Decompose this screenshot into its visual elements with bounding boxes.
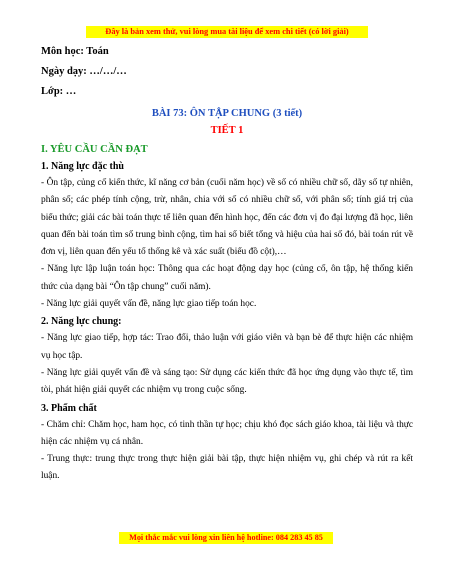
period-title: TIẾT 1 bbox=[210, 125, 244, 136]
class-line: Lớp: … bbox=[41, 86, 77, 97]
lesson-title: BÀI 73: ÔN TẬP CHUNG (3 tiết) bbox=[151, 108, 303, 119]
paragraph-math-reasoning: - Năng lực lập luận toán học: Thông qua các hoạt động dạy học (củng cố, ôn tập, hệ thống kiến thức của dạng bài “Ôn tập chung” cuối năm). bbox=[41, 264, 413, 292]
document-body bbox=[41, 42, 413, 486]
paragraph-review-content: - Ôn tập, củng cố kiến thức, kĩ năng cơ bản (cuối năm học) về số có nhiều chữ số, dãy số tự nhiên, phân số; các phép tính cộng, trừ, nhân, chia với số có nhiều chữ số, với phân số; tính giá trị của biểu thức; giải các bài toán thực tế liên quan đến hình học, đến các đơn vị đo đại lượng đã học, liên quan đến bài toán tìm số trung bình cộng, tìm hai số biết tổng và hiệu của hai số đó, bài toán rút về đơn vị, liên quan đến yếu tố thống kê và xác suất (biểu đồ cột),… bbox=[41, 178, 413, 258]
preview-notice-banner: Đây là bản xem thử, vui lòng mua tài liệu để xem chi tiết (có lời giải) bbox=[86, 26, 368, 38]
paragraph-creativity: - Năng lực giải quyết vấn đề và sáng tạo: Sử dụng các kiến thức đã học ứng dụng vào thực tế, tìm tòi, phát hiện giải quyết các nhiệm vụ trong cuộc sống. bbox=[41, 367, 413, 396]
section-heading-requirements: I. YÊU CẦU CẦN ĐẠT bbox=[41, 144, 148, 155]
subheading-general-competence: 2. Năng lực chung: bbox=[41, 316, 122, 328]
subheading-specific-competence: 1. Năng lực đặc thù bbox=[41, 161, 124, 172]
paragraph-communication: - Năng lực giao tiếp, hợp tác: Trao đổi, thảo luận với giáo viên và bạn bè để thực hiện các nhiệm vụ học tập. bbox=[41, 333, 413, 361]
paragraph-diligence: - Chăm chỉ: Chăm học, ham học, có tinh thần tự học; chịu khó đọc sách giáo khoa, tài liệu và thực hiện các nhiệm vụ cá nhân. bbox=[41, 419, 413, 447]
subheading-qualities: 3. Phẩm chất bbox=[41, 402, 97, 414]
hotline-banner: Mọi thắc mắc vui lòng xin liên hệ hotline: 084 283 45 85 bbox=[119, 532, 333, 544]
paragraph-problem-solving: - Năng lực giải quyết vấn đề, năng lực giao tiếp toán học. bbox=[41, 299, 257, 310]
paragraph-honesty: - Trung thực: trung thực trong thực hiện giải bài tập, thực hiện nhiệm vụ, ghi chép và rút ra kết luận. bbox=[41, 454, 413, 482]
subject-line: Môn học: Toán bbox=[41, 46, 109, 57]
date-line: Ngày dạy: …/…/… bbox=[41, 66, 127, 77]
